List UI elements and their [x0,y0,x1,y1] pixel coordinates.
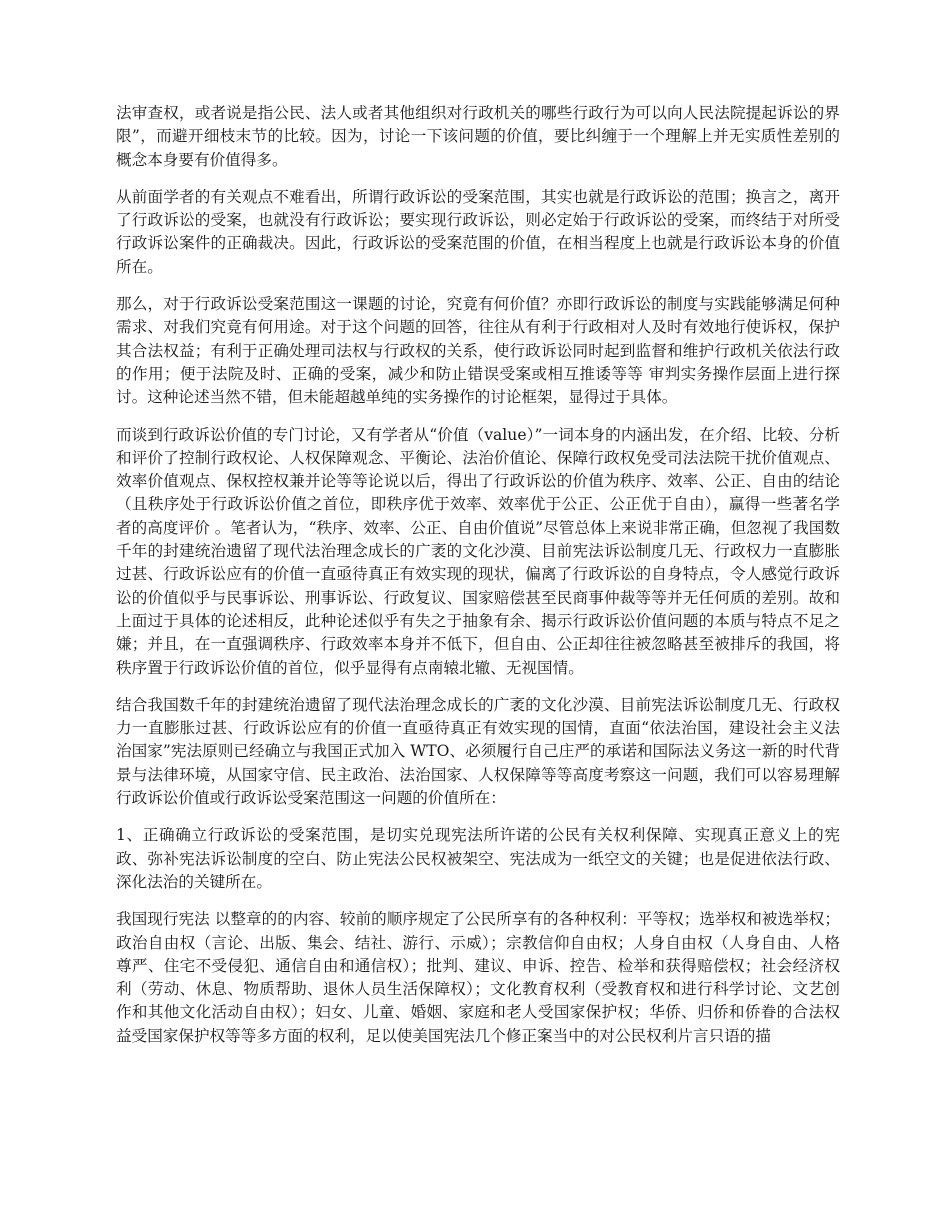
paragraph: 1、正确确立行政诉讼的受案范围，是切实兑现宪法所许诺的公民有关权利保障、实现真正意义上的宪政、弥补宪法诉讼制度的空白、防止宪法公民权被架空、宪法成为一纸空文的关键；也是促进依法行政、深化法治的关键所在。 [116,826,840,891]
paragraph: 结合我国数千年的封建统治遗留了现代法治理念成长的广袤的文化沙漠、目前宪法诉讼制度几无、行政权力一直膨胀过甚、行政诉讼应有的价值一直亟待真正有效实现的国情，直面“依法治国，建设社会主义法治国家”宪法原则已经确立与我国正式加入 WTO、必须履行自己庄严的承诺和国际法义务这一新的时代背景与法律环境，从国家守信、民主政治、法治国家、人权保障等等高度考察这一问题，我们可以容易理解行政诉讼价值或行政诉讼受案范围这一问题的价值所在： [116,695,840,808]
paragraph: 那么，对于行政诉讼受案范围这一课题的讨论，究竟有何价值？亦即行政诉讼的制度与实践能够满足何种需求、对我们究竟有何用途。对于这个问题的回答，往往从有利于行政相对人及时有效地行使诉权，保护其合法权益；有利于正确处理司法权与行政权的关系，使行政诉讼同时起到监督和维护行政机关依法行政的作用；便于法院及时、正确的受案，减少和防止错误受案或相互推诿等等 审判实务操作层面上进行探讨。这种论述当然不错，但未能超越单纯的实务操作的讨论框架，显得过于具体。 [116,295,840,407]
document-page [116,102,840,1062]
paragraph: 从前面学者的有关观点不难看出，所谓行政诉讼的受案范围，其实也就是行政诉讼的范围；换言之，离开了行政诉讼的受案，也就没有行政诉讼；要实现行政诉讼，则必定始于行政诉讼的受案，而终结于对所受行政诉讼案件的正确裁决。因此，行政诉讼的受案范围的价值，在相当程度上也就是行政诉讼本身的价值所在。 [116,187,840,276]
paragraph: 而谈到行政诉讼价值的专门讨论，又有学者从“价值（value）”一词本身的内涵出发，在介绍、比较、分析和评价了控制行政权论、人权保障观念、平衡论、法治价值论、保障行政权免受司法法院干扰价值观点、效率价值观点、保权控权兼并论等等论说以后，得出了行政诉讼的价值为秩序、效率、公正、自由的结论（且秩序处于行政诉讼价值之首位，即秩序优于效率、效率优于公正、公正优于自由），赢得一些著名学者的高度评价 。笔者认为，“秩序、效率、公正、自由价值说”尽管总体上来说非常正确，但忽视了我国数千年的封建统治遗留了现代法治理念成长的广袤的文化沙漠、目前宪法诉讼制度几无、行政权力一直膨胀过甚、行政诉讼应有的价值一直亟待真正有效实现的现状，偏离了行政诉讼的自身特点，令人感觉行政诉讼的价值似乎与民事诉讼、刑事诉讼、行政复议、国家赔偿甚至民商事仲裁等等并无任何质的差别。故和上面过于具体的论述相反，此种论述似乎有失之于抽象有余、揭示行政诉讼价值问题的本质与特点不足之嫌；并且，在一直强调秩序、行政效率本身并不低下，但自由、公正却往往被忽略甚至被排斥的我国，将秩序置于行政诉讼价值的首位，似乎显得有点南辕北辙、无视国情。 [116,425,840,677]
paragraph: 我国现行宪法 以整章的的内容、较前的顺序规定了公民所享有的各种权利：平等权；选举权和被选举权；政治自由权（言论、出版、集会、结社、游行、示威）；宗教信仰自由权；人身自由权（人身自由、人格尊严、住宅不受侵犯、通信自由和通信权）；批判、建议、申诉、控告、检举和获得赔偿权；社会经济权利（劳动、休息、物质帮助、退休人员生活保障权）；文化教育权利（受教育权和进行科学讨论、文艺创作和其他文化活动自由权）；妇女、儿童、婚姻、家庭和老人受国家保护权；华侨、归侨和侨眷的合法权益受国家保护权等等多方面的权利，足以使美国宪法几个修正案当中的对公民权利片言只语的描 [116,910,840,1045]
paragraph: 法审查权，或者说是指公民、法人或者其他组织对行政机关的哪些行政行为可以向人民法院提起诉讼的界限”，而避开细枝末节的比较。因为，讨论一下该问题的价值，要比纠缠于一个理解上并无实质性差别的概念本身要有价值得多。 [116,104,840,169]
